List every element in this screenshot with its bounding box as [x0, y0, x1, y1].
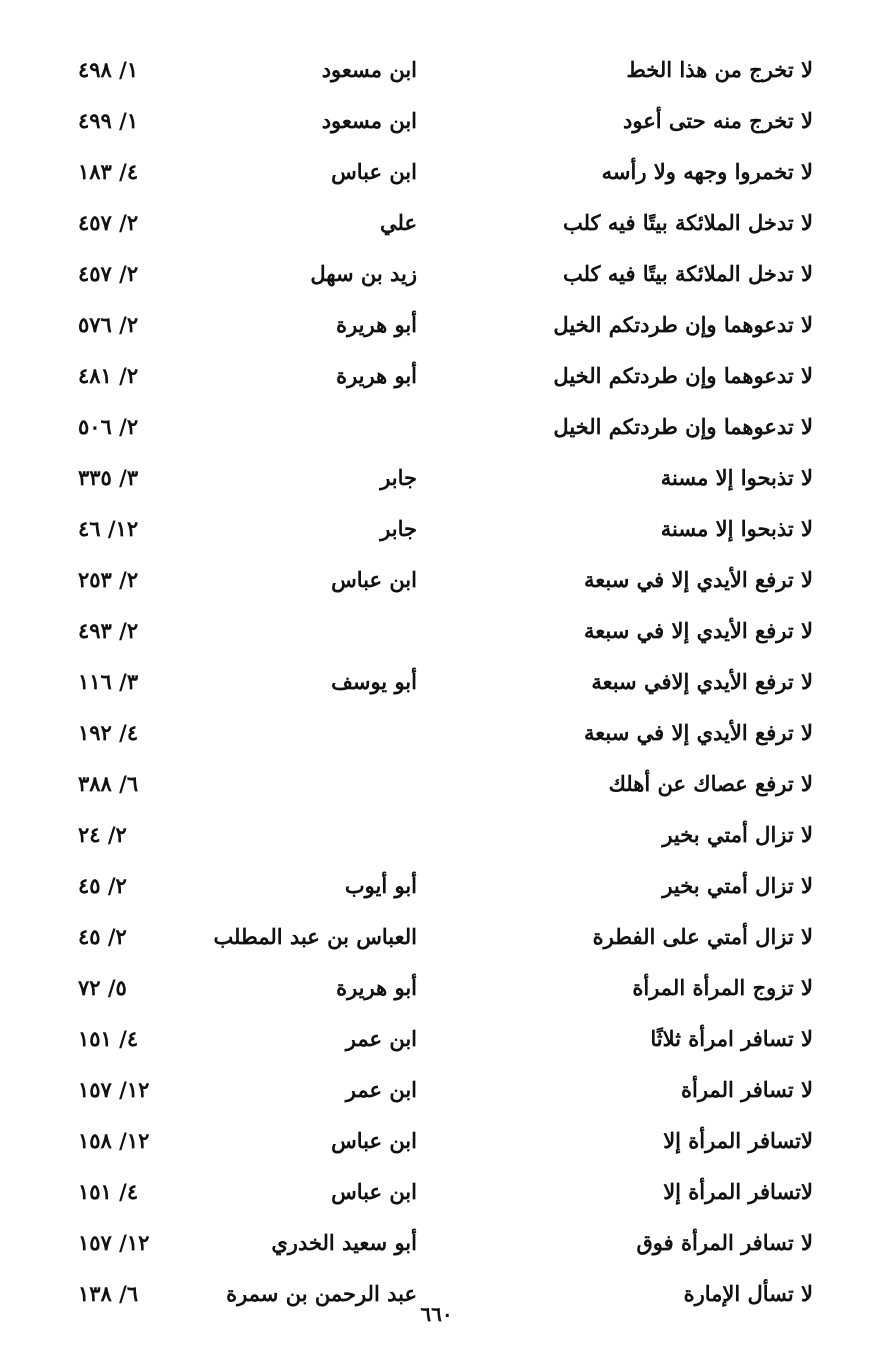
index-row [0, 809, 873, 860]
hadith-text: لا تسافر امرأة ثلاثًا [650, 1026, 813, 1051]
volume-page-reference: ٤/ ١٥١ [78, 1026, 139, 1051]
volume-page-reference: ٤/ ١٨٣ [78, 159, 139, 184]
index-row [0, 503, 873, 554]
volume-page-reference: ٢/ ٤٥٧ [78, 261, 139, 286]
narrator-name: علي [380, 210, 417, 235]
index-row [0, 1166, 873, 1217]
volume-page-reference: ٢/ ٤٥ [78, 873, 127, 898]
narrator-name: عبد الرحمن بن سمرة [226, 1281, 417, 1306]
volume-page-reference: ٦/ ٣٨٨ [78, 771, 139, 796]
narrator-name [197, 707, 417, 758]
hadith-text: لا تذبحوا إلا مسنة [660, 465, 813, 490]
narrator-name: ابن عباس [331, 567, 417, 592]
volume-page-reference: ٢/ ٤٥ [78, 924, 127, 949]
volume-page-reference: ٣/ ١١٦ [78, 669, 139, 694]
narrator-name [197, 758, 417, 809]
index-row [0, 860, 873, 911]
volume-page-reference: ٢/ ٥٧٦ [78, 312, 139, 337]
index-row [0, 350, 873, 401]
hadith-text: لا تزال أمتي على الفطرة [592, 924, 813, 949]
volume-page-reference: ١/ ٤٩٨ [78, 57, 139, 82]
narrator-name: ابن عباس [331, 1128, 417, 1153]
narrator-name: أبو هريرة [336, 312, 417, 337]
index-row [0, 299, 873, 350]
hadith-text: لا تدعوهما وإن طردتكم الخيل [553, 312, 813, 337]
hadith-text: لا تسأل الإمارة [683, 1281, 813, 1306]
hadith-text: لا تذبحوا إلا مسنة [660, 516, 813, 541]
hadith-text: لا تزوج المرأة المرأة [632, 975, 813, 1000]
narrator-name [197, 809, 417, 860]
narrator-name: ابن عمر [345, 1077, 417, 1102]
index-row [0, 44, 873, 95]
volume-page-reference: ٥/ ٧٢ [78, 975, 127, 1000]
volume-page-reference: ٣/ ٣٣٥ [78, 465, 139, 490]
page-number: ٦٦٠ [420, 1302, 453, 1326]
hadith-text: لا تدخل الملائكة بيتًا فيه كلب [562, 210, 813, 235]
hadith-text: لا تخرج من هذا الخط [626, 57, 813, 82]
index-row [0, 707, 873, 758]
narrator-name: أبو هريرة [336, 975, 417, 1000]
index-row [0, 656, 873, 707]
narrator-name: جابر [380, 465, 417, 490]
index-row [0, 95, 873, 146]
volume-page-reference: ٢/ ٤٩٣ [78, 618, 139, 643]
index-row [0, 1064, 873, 1115]
index-row [0, 248, 873, 299]
volume-page-reference: ٢/ ٥٠٦ [78, 414, 139, 439]
volume-page-reference: ٢/ ٢٤ [78, 822, 127, 847]
index-row [0, 1115, 873, 1166]
index-row [0, 1013, 873, 1064]
narrator-name: ابن عباس [331, 159, 417, 184]
volume-page-reference: ٢/ ٤٥٧ [78, 210, 139, 235]
hadith-text: لا ترفع عصاك عن أهلك [608, 771, 813, 796]
hadith-text: لا تزال أمتي بخير [662, 873, 813, 898]
narrator-name: جابر [380, 516, 417, 541]
index-row [0, 605, 873, 656]
volume-page-reference: ١٢/ ٤٦ [78, 516, 139, 541]
hadith-text: لا تخمروا وجهه ولا رأسه [601, 159, 813, 184]
narrator-name: أبو يوسف [331, 669, 417, 694]
hadith-text: لا تدعوهما وإن طردتكم الخيل [553, 363, 813, 388]
narrator-name: ابن مسعود [321, 108, 417, 133]
hadith-text: لا تخرج منه حتى أعود [623, 108, 813, 133]
index-row [0, 911, 873, 962]
index-row [0, 452, 873, 503]
hadith-text: لا تدعوهما وإن طردتكم الخيل [553, 414, 813, 439]
hadith-text: لا تسافر المرأة [681, 1077, 813, 1102]
volume-page-reference: ٢/ ٢٥٣ [78, 567, 139, 592]
narrator-name: أبو هريرة [336, 363, 417, 388]
narrator-name: ابن عباس [331, 1179, 417, 1204]
narrator-name: أبو سعيد الخدري [271, 1230, 417, 1255]
index-row [0, 146, 873, 197]
hadith-text: لا ترفع الأيدي إلا في سبعة [584, 618, 813, 643]
volume-page-reference: ١٢/ ١٥٧ [78, 1230, 150, 1255]
volume-page-reference: ٤/ ١٩٢ [78, 720, 139, 745]
narrator-name: أبو أيوب [344, 873, 417, 898]
volume-page-reference: ٢/ ٤٨١ [78, 363, 139, 388]
hadith-text: لا تزال أمتي بخير [662, 822, 813, 847]
hadith-text: لا ترفع الأيدي إلا في سبعة [584, 567, 813, 592]
index-row [0, 1217, 873, 1268]
hadith-text: لا ترفع الأيدي إلافي سبعة [591, 669, 813, 694]
volume-page-reference: ١٢/ ١٥٧ [78, 1077, 150, 1102]
volume-page-reference: ١٢/ ١٥٨ [78, 1128, 150, 1153]
index-row [0, 554, 873, 605]
narrator-name: العباس بن عبد المطلب [213, 924, 417, 949]
hadith-text: لا ترفع الأيدي إلا في سبعة [584, 720, 813, 745]
index-row [0, 962, 873, 1013]
hadith-text: لاتسافر المرأة إلا [663, 1179, 813, 1204]
volume-page-reference: ١/ ٤٩٩ [78, 108, 139, 133]
hadith-text: لاتسافر المرأة إلا [663, 1128, 813, 1153]
narrator-name: ابن عمر [345, 1026, 417, 1051]
narrator-name [197, 605, 417, 656]
narrator-name: ابن مسعود [321, 57, 417, 82]
narrator-name: زيد بن سهل [310, 261, 417, 286]
index-row [0, 197, 873, 248]
index-row [0, 758, 873, 809]
index-row [0, 401, 873, 452]
volume-page-reference: ٦/ ١٣٨ [78, 1281, 139, 1306]
hadith-index-table [0, 44, 873, 1319]
narrator-name [197, 401, 417, 452]
hadith-text: لا تدخل الملائكة بيتًا فيه كلب [562, 261, 813, 286]
hadith-text: لا تسافر المرأة فوق [636, 1230, 813, 1255]
volume-page-reference: ٤/ ١٥١ [78, 1179, 139, 1204]
